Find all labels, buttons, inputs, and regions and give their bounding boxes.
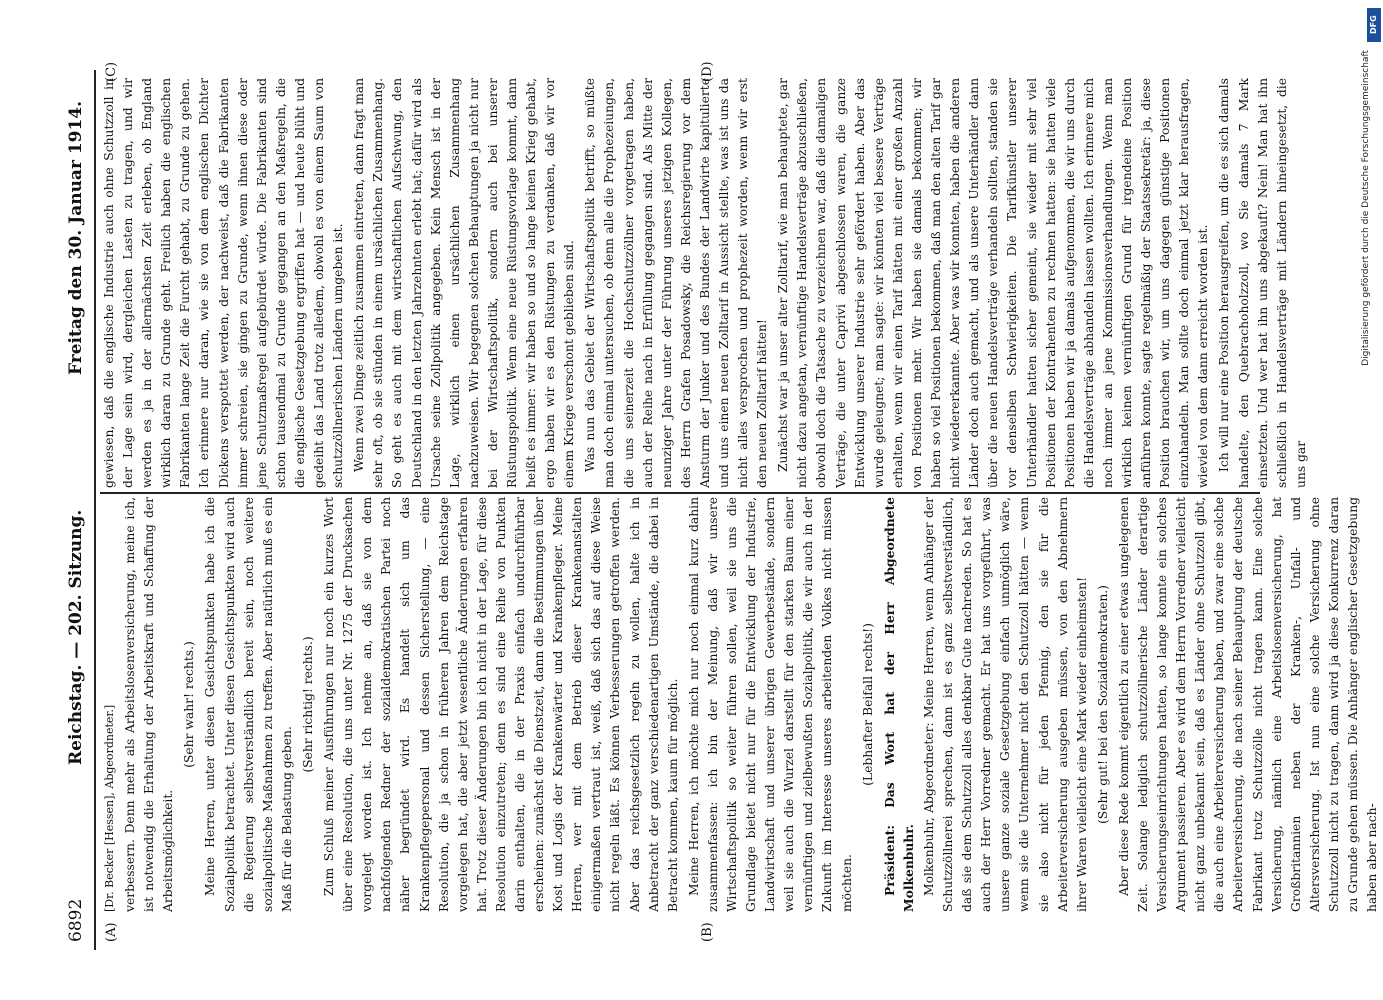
speaker-tag: [Dr. Becker [Hessen], Abgeordneter.] bbox=[103, 704, 116, 912]
right-column bbox=[100, 78, 1315, 488]
interjection: (Lebhafter Beifall rechts!) bbox=[860, 623, 875, 786]
paragraph: Aber diese Rede kommt eigentlich zu einer etwas ungelegenen Zeit. Solange lediglich schutzzöllnerische Länder derartige Versicherungseinrichtungen hatten, so lange konnte ein solches Argument passieren. Aber es wird dem Herrn Vorredner vielleicht nicht ganz unbekannt sein, daß es Länder ohne Schutzzoll gibt, die auch eine Arbeiterversicherung haben, und zwar eine solche Arbeiterversicherung, die nach seiner Behauptung der deutsche Fabrikant trotz Schutzzölle nicht tragen kann. Eine solche Versicherung, nämlich eine Arbeitslosenversicherung, hat Großbritannien neben der Kranken-, Unfall- und Altersversicherung. Ist nun eine solche Versicherung ohne Schutzzoll nicht zu tragen, dann wird ja diese Konkurrenz daran zu Grunde gehen müssen. Die Anhänger englischer Gesetzgebung haben aber nach- bbox=[1116, 497, 1380, 912]
header-rule bbox=[94, 70, 96, 950]
paragraph: Zunächst war ja unser alter Zolltarif, wie man behauptete, gar nicht dazu angetan, vernünftige Handelsverträge abzuschließen, obwohl doch die Tatsache zu verzeichnen war, daß die damaligen Verträge, die unter Caprivi abgeschlossen waren, die ganze Entwicklung unserer Industrie sehr gefördert haben. Aber das wurde geleugnet; man sagte: wir könnten viel bessere Verträge erhalten, wenn wir einen Tarif hätten mit einer großen Anzahl von Positionen mehr. Wir haben sie damals bekommen; wir haben so viel Positionen bekommen, daß man den alten Tarif gar nicht wiedererkannte. Aber was wir konnten, haben die anderen Länder doch auch gemacht, und als unsere Unterhändler dann über die neuen Handelsverträge verhandeln sollten, standen sie vor denselben Schwierigkeiten. Die Tarifkünstler unserer Unterhändler hatten sicher gemeint, sie wieder mit sehr viel Positionen der Kontrahenten zu rechnen hatten: sie hatten viele Positionen haben wir ja damals aufgenommen, die wir uns durch die Handelsverträge abhandeln lassen wollten. Ich erinnere mich noch immer an jene Kommissionsverhandlungen. Wenn man wirklich keinen vernünftigen Grund für irgendeine Position anführen konnte, sagte regelmäßig der Staatssekretär: ja, diese Position brauchen wir, um uns dagegen günstige Positionen einzuhandeln. Man sollte doch einmal jetzt klar herausfragen, wieviel von dem dann erreicht worden ist. bbox=[776, 78, 1211, 488]
margin-marker-d: (D) bbox=[700, 61, 715, 82]
paragraph: Zum Schluß meiner Ausführungen nur noch ein kurzes Wort über eine Resolution, die uns unter Nr. 1275 der Drucksachen vorgelegt worden ist. Ich nehme an, daß sie von dem nachfolgenden Redner der sozialdemokratischen Partei noch näher begründet wird. Es handelt sich um das Krankenpflegepersonal und dessen Sicherstellung, — eine Resolution, die ja schon in früheren Jahren dem Reichstage vorgelegen hat, die aber jetzt wesentliche Änderungen erfahren hat. Trotz dieser Änderungen bin ich nicht in der Lage, für diese Resolution einzutreten; denn es sind eine Reihe von Punkten darin enthalten, die in der Praxis einfach undurchführbar erscheinen: zunächst die Dienstzeit, dann die Bestimmungen über Kost und Logis der Krankenwärter und Krankenpfleger. Meine Herren, wer mit dem Betrieb dieser Krankenanstalten einigermaßen vertraut ist, weiß, daß sich das auf diese Weise nicht regeln läßt. Es können Verbesserungen getroffen werden. Aber das reichsgesetzlich regeln zu wollen, halte ich in Anbetracht der ganz verschiedenartigen Umstände, die dabei in Betracht kommen, kaum für möglich. bbox=[322, 497, 680, 912]
interjection: (Sehr wahr! rechts.) bbox=[182, 641, 197, 768]
president-remark: Präsident: Das Wort hat der Herr Abgeordnete Molkenbuhr. bbox=[881, 497, 916, 912]
paragraph: Was nun das Gebiet der Wirtschaftspolitik betrifft, so müßte man doch einmal untersuchen, ob denn alle die Prophezeiungen, die uns seinerzeit die Hochschutzzöllner vorgetragen haben, auch der Reihe nach in Erfüllung gegangen sind. Als Mitte der neunziger Jahre unter der Führung unseres jetzigen Kollegen, des Herrn Grafen Posadowsky, die Reichsregierung vor dem Ansturm der Junker und des Bundes der Landwirte kapitulierte und uns einen neuen Zolltarif in Aussicht stellte, was ist uns da nicht alles versprochen und prophezeit worden, wenn wir erst den neuen Zolltarif hätten! bbox=[583, 78, 770, 488]
left-column bbox=[100, 497, 1380, 912]
column-divider bbox=[100, 492, 1260, 494]
funding-note-text: Digitalisierung gefördert durch die Deutsche Forschungsgemeinschaft bbox=[1361, 50, 1371, 366]
session-title: Reichstag. — 202. Sitzung. bbox=[66, 509, 86, 765]
margin-marker-b: (B) bbox=[700, 922, 715, 942]
dfg-logo bbox=[1367, 8, 1381, 42]
interjection: (Sehr richtig! rechts.) bbox=[300, 636, 315, 773]
margin-marker-a: (A) bbox=[104, 922, 119, 942]
interjection: (Sehr gut! bei den Sozialdemokraten.) bbox=[1095, 585, 1110, 824]
paragraph: verbessern. Denn mehr als Arbeitslosenversicherung, meine ich, ist notwendig die Erhaltung der Arbeitskraft und Schaffung der Arbeitsmöglichkeit. bbox=[123, 497, 176, 912]
page-header bbox=[60, 70, 94, 950]
paragraph: Meine Herren, ich möchte mich nur noch einmal kurz dahin zusammenfassen: ich bin der Meinung, daß wir unsere Wirtschaftspolitik so weiter führen sollen, weil sie uns die Grundlage bietet nicht nur für die Entwicklung der Industrie, Landwirtschaft und unserer übrigen Gewerbestände, sondern weil sie auch die Wurzel darstellt für den starken Baum einer vernünftigen und zielbewußten Sozialpolitik, die wir auch in der Zukunft im Interesse unseres arbeitenden Volkes nicht missen möchten. bbox=[686, 497, 854, 912]
paragraph: Molkenbuhr, Abgeordneter: Meine Herren, wenn Anhänger der Schutzzöllnerei sprechen, dann ist es ganz selbstverständlich, daß sie dem Schutzzoll alles denkbar Gute nachreden. So hat es auch der Herr Vorredner gemacht. Er hat uns vorgeführt, was unsere ganze soziale Gesetzgebung einfach unmöglich wäre, wenn sie die Unternehmer nicht den Schutzzoll hätten — wenn sie also nicht für jeden Pfennig, den sie für die Arbeiterversicherung ausgeben müssen, von den Abnehmern ihrer Waren vielleicht eine Mark wieder einheimsten! bbox=[921, 497, 1089, 912]
paragraph: Meine Herren, unter diesen Gesichtspunkten habe ich die Sozialpolitik betrachtet. Unter diesen Gesichtspunkten wird auch die Regierung selbstverständlich bereit sein, noch weitere sozialpolitische Maßnahmen zu treffen. Aber natürlich muß es ein Maß für die Belastung geben. bbox=[203, 497, 294, 912]
dfg-logo-text: DFG bbox=[1369, 15, 1378, 35]
paragraph: gewiesen, daß die englische Industrie auch ohne Schutzzoll in der Lage sein wird, dergleichen Lasten zu tragen, und wir werden es ja in der allernächsten Zeit erleben, ob England wirklich daran zu Grunde geht. Freilich haben die englischen Fabrikanten lange Zeit die Furcht gehabt, zu Grunde zu gehen. Ich erinnere nur daran, wie sie von dem englischen Dichter Dickens verspottet werden, der nachweist, daß die Fabrikanten immer schreien, sie gingen zu Grunde, wenn ihnen diese oder jene Schutzmaßregel aufgebürdet würde. Die Fabrikanten sind schon tausendmal zu Grunde gegangen an den Maßregeln, die die englische Gesetzgebung ergriffen hat — und heute blüht und gedeiht das Land trotz alledem, obwohl es von einem Saum von schutzzöllnerischen Ländern umgeben ist. bbox=[102, 78, 346, 488]
margin-marker-c: (C) bbox=[104, 61, 119, 82]
funding-note bbox=[1361, 50, 1381, 980]
page-number: 6892 bbox=[66, 898, 86, 942]
session-date: Freitag den 30. Januar 1914. bbox=[66, 100, 86, 375]
paragraph: Wenn zwei Dinge zeitlich zusammen eintreten, dann fragt man sehr oft, ob sie stünden in einem ursächlichen Zusammenhang. So geht es auch mit dem wirtschaftlichen Aufschwung, den Deutschland in den letzten Jahrzehnten erlebt hat; dafür wird als Ursache seine Zollpolitik angegeben. Kein Mensch ist in der Lage, wirklich einen ursächlichen Zusammenhang nachzuweisen. Wir begegnen solchen Behauptungen ja nicht nur bei der Wirtschaftspolitik, sondern auch bei unserer Rüstungspolitik. Wenn eine neue Rüstungsvorlage kommt, dann heißt es immer: wir haben so und so lange keinen Krieg gehabt, ergo haben wir es den Rüstungen zu verdanken, daß wir vor einem Kriege verschont geblieben sind. bbox=[352, 78, 577, 488]
paragraph: Ich will nur eine Position herausgreifen, um die es sich damals handelte, den Quebrachoholzzoll, wo Sie damals 7 Mark einsetzten. Und wer hat ihn uns abgekauft? Nein! Man hat ihn schließlich in Handelsverträge mit Ländern hineingesetzt, die uns gar bbox=[1217, 78, 1308, 488]
